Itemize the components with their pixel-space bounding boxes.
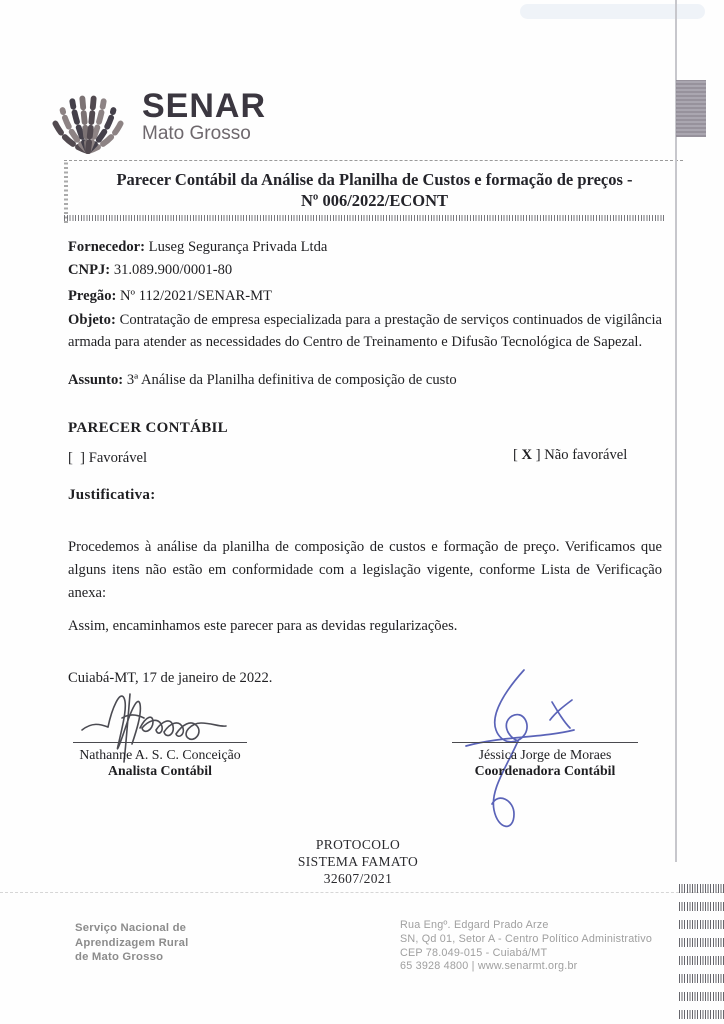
footer-address-line: SN, Qd 01, Setor A - Centro Político Administrativo	[400, 932, 653, 945]
scan-smudge	[520, 4, 705, 19]
protocol-line1: PROTOCOLO	[315, 837, 401, 852]
footer-address-line: Rua Engº. Edgard Prado Arze	[400, 919, 549, 931]
choice-favoravel-close: ]	[80, 450, 86, 466]
title-box-bottom-stripe	[64, 215, 664, 221]
pregao-label: Pregão:	[68, 288, 117, 304]
choice-favoravel-open: [	[68, 450, 73, 466]
assunto-line	[68, 372, 457, 389]
assunto-value: 3ª Análise da Planilha definitiva de composição de custo	[126, 372, 457, 388]
fornecedor-line	[68, 239, 327, 256]
wheat-sheaf-icon	[44, 74, 132, 159]
footer-divider	[0, 892, 724, 893]
choice-nao-favoravel-close: ]	[532, 447, 541, 463]
document-title-line1: Parecer Contábil da Análise da Planilha de Custos e formação de preços -	[116, 170, 633, 189]
signature-right-line	[452, 742, 638, 743]
protocol-line3: 32607/2021	[323, 871, 393, 886]
cnpj-value: 31.089.900/0001-80	[113, 262, 233, 278]
logo-brand: SENAR	[142, 86, 267, 125]
justificativa-paragraph: Procedemos à análise da planilha de composição de custos e formação de preço. Verificamos que alguns itens não estão em conformidade com a legislação vigente, conforme Lista de Verificação anexa:	[68, 539, 662, 601]
choice-nao-favoravel-open: [	[513, 447, 522, 463]
fornecedor-label: Fornecedor:	[68, 239, 145, 255]
choice-nao-favoravel	[513, 447, 627, 464]
scan-stripe-band	[679, 974, 724, 983]
footer-org-line: Serviço Nacional de	[75, 922, 187, 934]
document-title-box	[64, 160, 683, 217]
scan-stripe-band	[679, 938, 724, 947]
scan-stripe-band	[679, 920, 724, 929]
date-line: Cuiabá-MT, 17 de janeiro de 2022.	[68, 670, 273, 686]
footer-address-line: CEP 78.049-015 - Cuiabá/MT	[400, 946, 548, 959]
cnpj-line	[68, 262, 232, 279]
protocol-line2: SISTEMA FAMATO	[297, 854, 419, 869]
signature-left-role: Analista Contábil	[108, 763, 212, 778]
signature-left-line	[73, 742, 247, 743]
assunto-label: Assunto:	[68, 372, 124, 388]
footer-address	[400, 919, 652, 974]
logo-region: Mato Grosso	[142, 122, 251, 144]
document-title-line2: Nº 006/2022/ECONT	[300, 191, 449, 210]
choice-nao-favoravel-label: Não favorável	[544, 447, 628, 463]
signature-right-role: Coordenadora Contábil	[474, 763, 616, 778]
senar-logo	[44, 74, 266, 159]
pregao-line	[68, 288, 272, 305]
scan-stripe-band	[679, 956, 724, 965]
signature-left-name: Nathanne A. S. C. Conceição	[79, 747, 241, 762]
choice-favoravel	[68, 450, 147, 467]
footer-org-line: de Mato Grosso	[75, 951, 164, 963]
objeto-paragraph	[68, 309, 662, 353]
objeto-label: Objeto:	[68, 312, 116, 328]
scan-stripe-band	[679, 992, 724, 1001]
footer-org-name	[75, 921, 188, 965]
parecer-heading: PARECER CONTÁBIL	[68, 420, 228, 436]
justificativa-heading: Justificativa:	[68, 487, 156, 503]
cnpj-label: CNPJ:	[68, 262, 111, 278]
closing-line: Assim, encaminhamos este parecer para as devidas regularizações.	[68, 618, 458, 634]
objeto-value: Contratação de empresa especializada para a prestação de serviços continuados de vigilância armada para atender as necessidades do Centro de Treinamento e Difusão Tecnológica de Sapezal.	[68, 312, 662, 350]
protocol-stamp	[252, 836, 464, 887]
pregao-value: Nº 112/2021/SENAR-MT	[120, 288, 272, 304]
choice-favoravel-label: Favorável	[88, 450, 148, 466]
footer-address-line: 65 3928 4800 | www.senarmt.org.br	[400, 960, 578, 973]
scan-stripe-band	[679, 902, 724, 911]
signature-right-name: Jéssica Jorge de Moraes	[478, 747, 612, 762]
choice-nao-favoravel-mark: X	[521, 447, 533, 463]
logo-text	[142, 86, 267, 145]
scan-dark-block	[676, 80, 706, 137]
footer-org-line: Aprendizagem Rural	[75, 936, 189, 949]
scan-stripe-band	[679, 884, 724, 893]
scan-stripe-band	[679, 1010, 724, 1019]
fornecedor-value: Luseg Segurança Privada Ltda	[148, 239, 328, 255]
